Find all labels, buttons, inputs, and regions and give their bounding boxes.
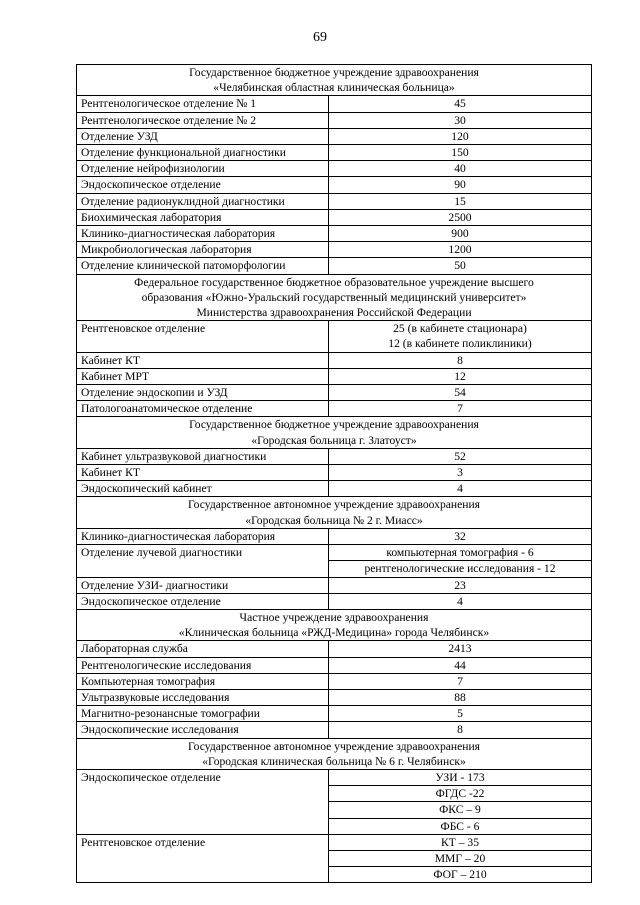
row-value: ФКС – 9 [329, 802, 592, 818]
row-value: ФОГ – 210 [329, 867, 592, 883]
row-label: Отделение лучевой диагностики [77, 545, 329, 577]
row-value [329, 321, 592, 352]
row-value: 900 [329, 226, 592, 242]
header-line: Федеральное государственное бюджетное образовательное учреждение высшего [134, 275, 534, 289]
row-value: 15 [329, 193, 592, 209]
row-value: 8 [329, 722, 592, 738]
row-label: Рентгенологическое отделение № 1 [77, 96, 329, 112]
row-value: 32 [329, 528, 592, 544]
row-value: ММГ – 20 [329, 850, 592, 866]
row-label: Ультразвуковые исследования [77, 689, 329, 705]
row-value: 150 [329, 145, 592, 161]
row-value: рентгенологические исследования - 12 [329, 561, 592, 577]
row-value: 5 [329, 706, 592, 722]
row-value: 8 [329, 352, 592, 368]
table-row [77, 722, 592, 738]
row-value: 90 [329, 177, 592, 193]
section-header [77, 609, 592, 640]
row-label: Отделение радионуклидной диагностики [77, 193, 329, 209]
table-row [77, 401, 592, 417]
row-label: Клинико-диагностическая лаборатория [77, 528, 329, 544]
row-value: 54 [329, 385, 592, 401]
table-row [77, 352, 592, 368]
table-row [77, 448, 592, 464]
table-row [77, 128, 592, 144]
header-line: «Городская больница г. Златоуст» [251, 433, 417, 447]
row-value: компьютерная томография - 6 [329, 545, 592, 561]
row-label: Рентгенологические исследования [77, 657, 329, 673]
row-label: Эндоскопическое отделение [77, 593, 329, 609]
table-row [77, 226, 592, 242]
row-value: 7 [329, 401, 592, 417]
table-row [77, 385, 592, 401]
row-value: КТ – 35 [329, 834, 592, 850]
row-value: 30 [329, 112, 592, 128]
row-label: Отделение клинической патоморфологии [77, 258, 329, 274]
table-row [77, 161, 592, 177]
table-row [77, 368, 592, 384]
row-value: 7 [329, 673, 592, 689]
row-value: 45 [329, 96, 592, 112]
header-line: Государственное бюджетное учреждение здравоохранения [189, 418, 479, 432]
row-label: Отделение УЗД [77, 128, 329, 144]
row-label: Рентгенологическое отделение № 2 [77, 112, 329, 128]
page-number: 69 [313, 30, 327, 45]
header-line: «Клиническая больница «РЖД-Медицина» города Челябинск» [178, 626, 490, 640]
table-row [77, 96, 592, 112]
table-row [77, 145, 592, 161]
table-row [77, 528, 592, 544]
table-row [77, 465, 592, 481]
row-value: 44 [329, 657, 592, 673]
row-label: Эндоскопическое отделение [77, 177, 329, 193]
header-line: Частное учреждение здравоохранения [239, 610, 429, 624]
row-value: 1200 [329, 242, 592, 258]
value-line: 25 (в кабинете стационара) [393, 322, 527, 336]
row-label: Эндоскопический кабинет [77, 481, 329, 497]
row-label: Отделение нейрофизиологии [77, 161, 329, 177]
row-value: ФБС - 6 [329, 818, 592, 834]
row-value: 120 [329, 128, 592, 144]
section-header [77, 274, 592, 321]
row-label: Компьютерная томография [77, 673, 329, 689]
value-line: 12 (в кабинете поликлиники) [388, 337, 532, 351]
table-row [77, 593, 592, 609]
row-label: Кабинет КТ [77, 465, 329, 481]
table-row [77, 577, 592, 593]
row-value: ФГДС -22 [329, 786, 592, 802]
table-row [77, 258, 592, 274]
row-label: Лабораторная служба [77, 641, 329, 657]
section-header [77, 738, 592, 769]
table-row [77, 706, 592, 722]
row-label: Магнитно-резонансные томографии [77, 706, 329, 722]
row-label: Клинико-диагностическая лаборатория [77, 226, 329, 242]
row-label: Патологоанатомическое отделение [77, 401, 329, 417]
row-label: Отделение эндоскопии и УЗД [77, 385, 329, 401]
row-label: Рентгеновское отделение [77, 321, 329, 352]
row-value: УЗИ - 173 [329, 769, 592, 785]
table-row [77, 112, 592, 128]
row-label: Кабинет КТ [77, 352, 329, 368]
table-row [77, 834, 592, 850]
header-line: «Городская больница № 2 г. Миасс» [245, 513, 423, 527]
table-row [77, 689, 592, 705]
table-row [77, 177, 592, 193]
row-label: Эндоскопическое отделение [77, 769, 329, 834]
row-value: 52 [329, 448, 592, 464]
row-value: 2500 [329, 209, 592, 225]
row-value: 3 [329, 465, 592, 481]
table-row [77, 209, 592, 225]
header-line: «Городская клиническая больница № 6 г. Челябинск» [202, 754, 466, 768]
row-value: 40 [329, 161, 592, 177]
row-value: 4 [329, 481, 592, 497]
row-label: Микробиологическая лаборатория [77, 242, 329, 258]
row-label: Рентгеновское отделение [77, 834, 329, 883]
section-header [77, 65, 592, 96]
header-line: Государственное бюджетное учреждение здравоохранения [189, 66, 479, 79]
row-value: 23 [329, 577, 592, 593]
section-header [77, 497, 592, 528]
row-label: Отделение функциональной диагностики [77, 145, 329, 161]
table-row [77, 641, 592, 657]
table-row [77, 481, 592, 497]
header-line: Государственное автономное учреждение здравоохранения [188, 498, 480, 512]
row-value: 12 [329, 368, 592, 384]
row-value: 4 [329, 593, 592, 609]
table-row [77, 657, 592, 673]
header-line: Государственное автономное учреждение здравоохранения [188, 739, 480, 753]
row-label: Эндоскопические исследования [77, 722, 329, 738]
table-row [77, 321, 592, 352]
header-line: «Челябинская областная клиническая больница» [213, 81, 455, 95]
facilities-table [76, 64, 592, 883]
table-row [77, 673, 592, 689]
row-label: Кабинет ультразвуковой диагностики [77, 448, 329, 464]
header-line: образования «Южно-Уральский государственный медицинский университет» [141, 290, 527, 304]
row-value: 50 [329, 258, 592, 274]
table-row [77, 545, 592, 561]
row-label: Биохимическая лаборатория [77, 209, 329, 225]
table-row [77, 242, 592, 258]
section-header [77, 417, 592, 448]
row-value: 88 [329, 689, 592, 705]
header-line: Министерства здравоохранения Российской Федерации [196, 306, 472, 320]
table-row [77, 769, 592, 785]
table-row [77, 193, 592, 209]
row-label: Кабинет МРТ [77, 368, 329, 384]
row-value: 2413 [329, 641, 592, 657]
row-label: Отделение УЗИ- диагностики [77, 577, 329, 593]
